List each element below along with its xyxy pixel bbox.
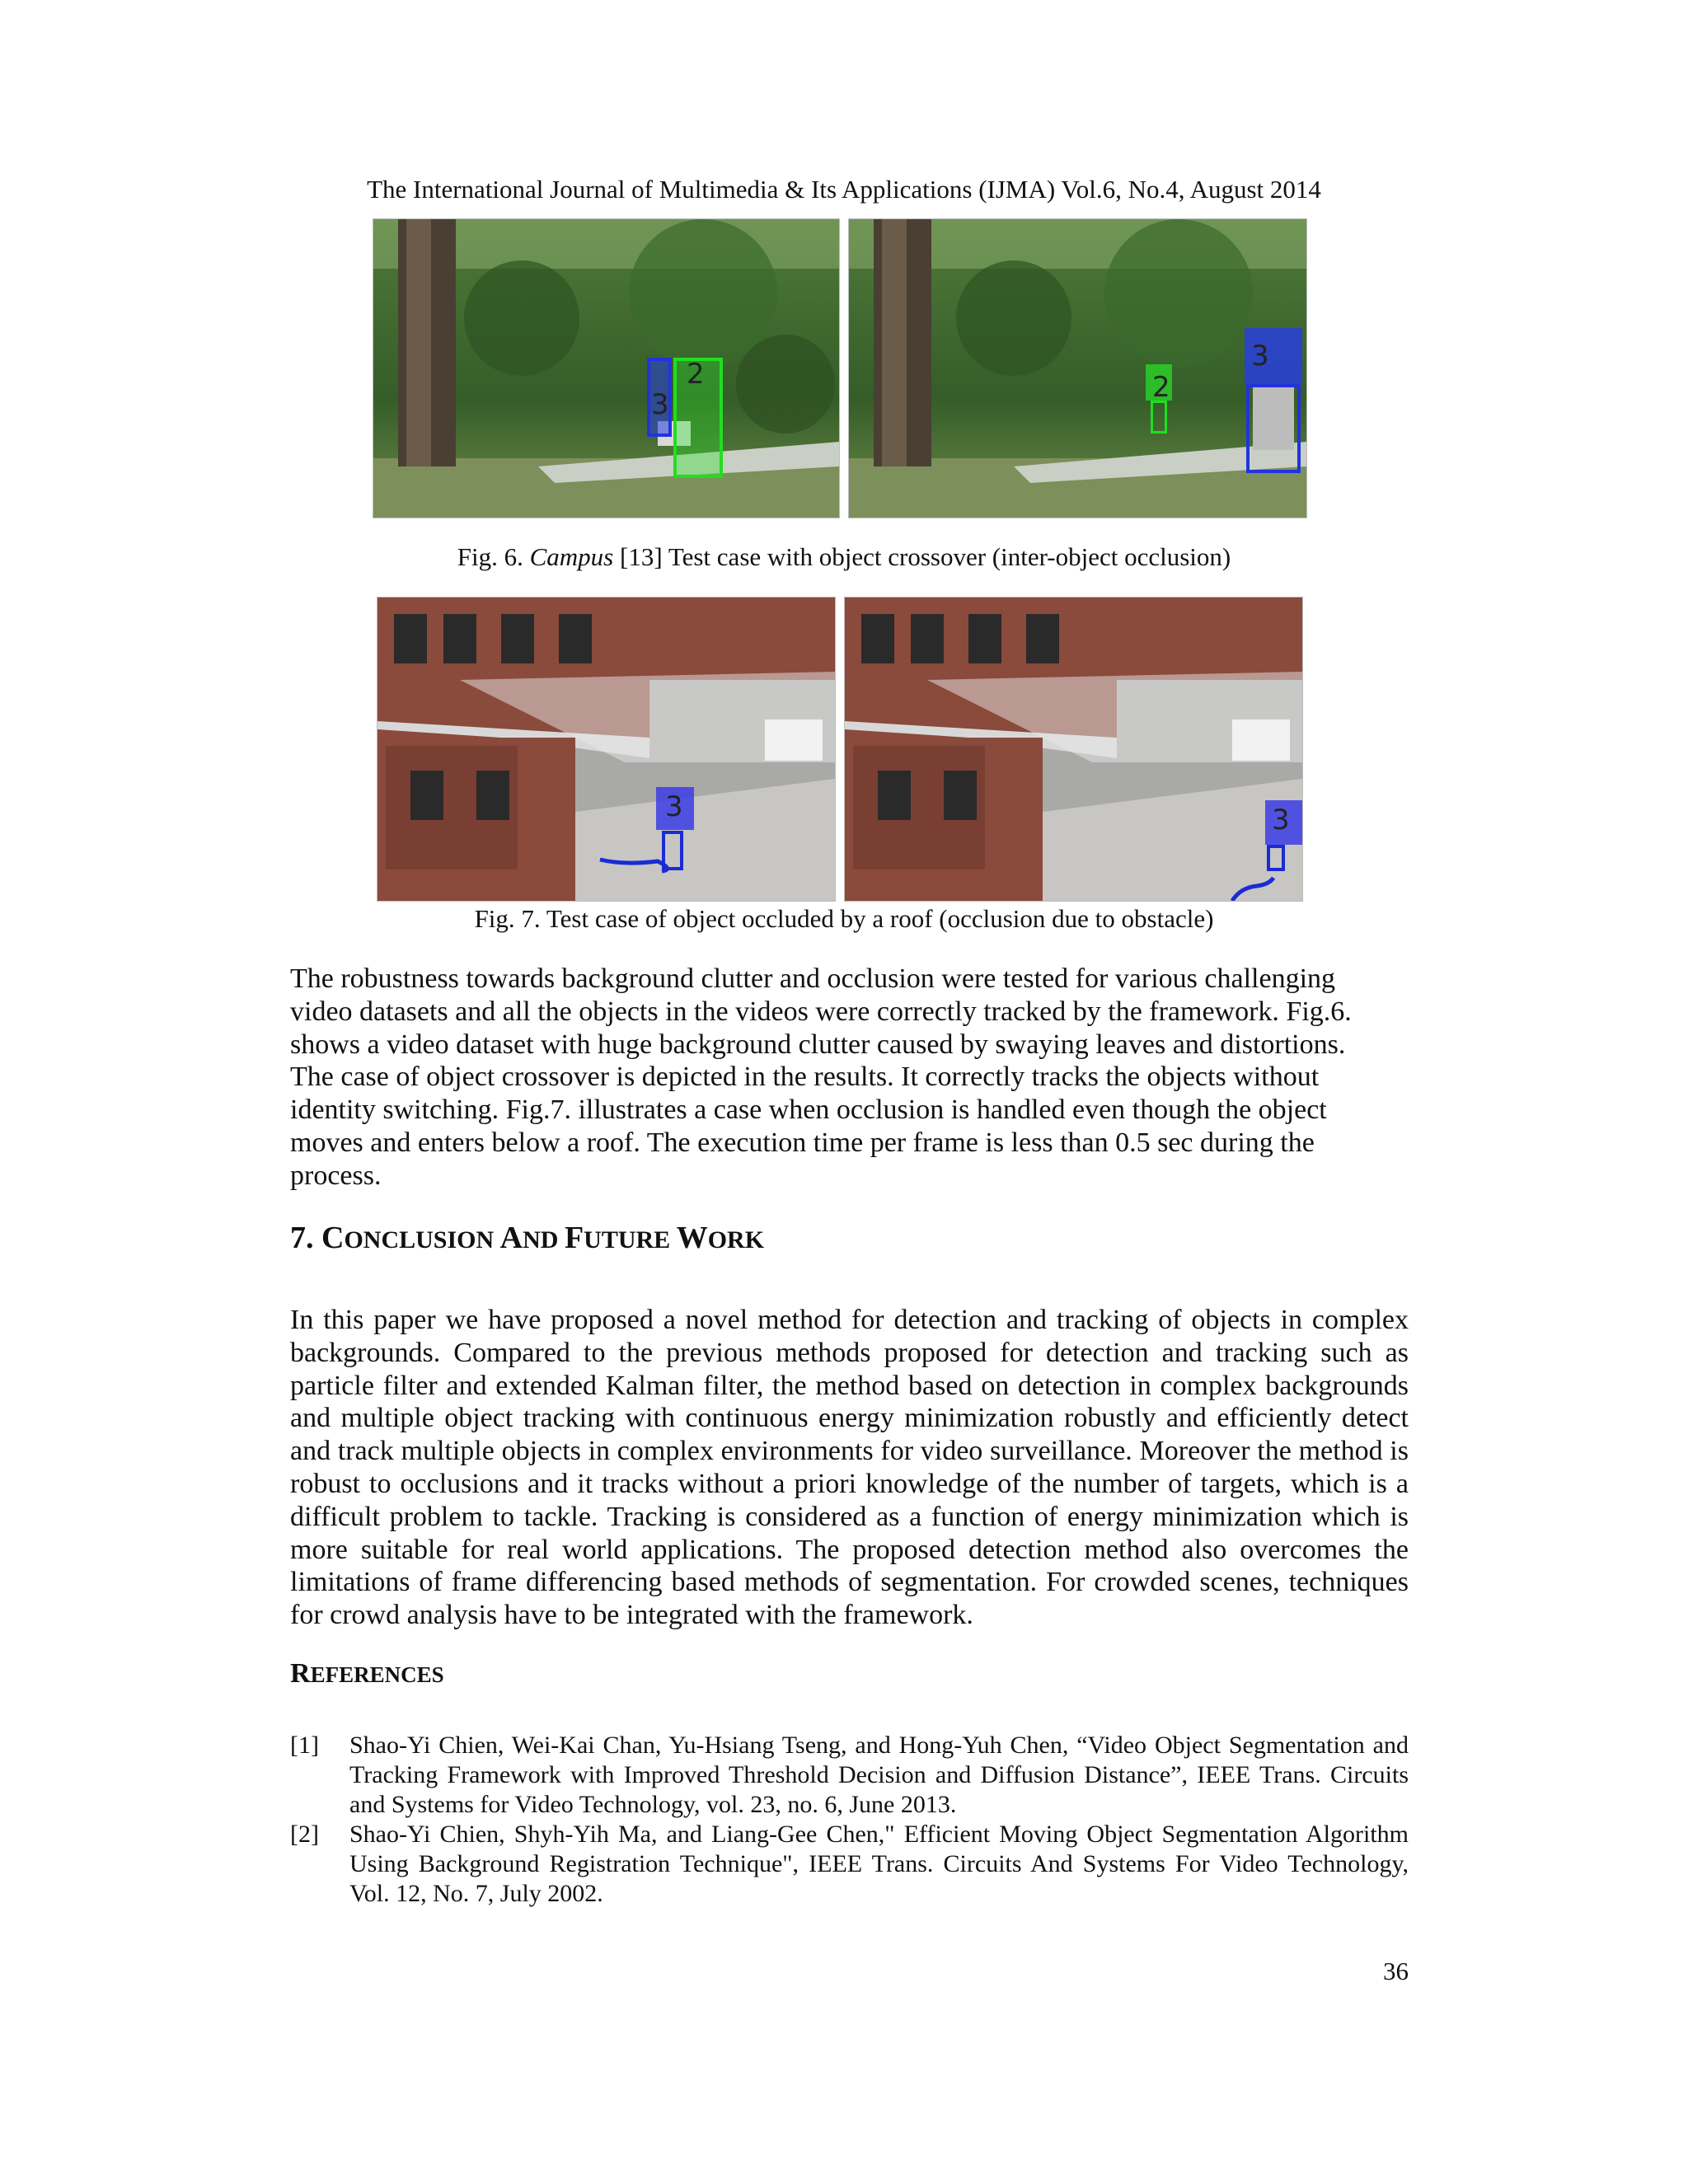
figure-7-photo-2 (845, 598, 1302, 901)
track-label: 3 (1272, 804, 1290, 837)
heading-rest: UTURE (584, 1226, 677, 1254)
figure-7-frame-1 (377, 597, 836, 902)
heading-rest: ONCLUSION (344, 1226, 500, 1254)
heading-initial: F (564, 1221, 584, 1255)
reference-text: Shao-Yi Chien, Shyh-Yih Ma, and Liang-Gee Chen," Efficient Moving Object Segmentation Algorithm Using Background Registration Technique", IEEE Trans. Circuits And Systems For Video Technology, Vol. 12, No. 7, July 2002. (349, 1821, 1409, 1907)
heading-initial: W (676, 1221, 708, 1255)
figure-7-photo-1 (377, 598, 835, 901)
track-label: 2 (1152, 371, 1170, 404)
heading-rest: EFERENCES (310, 1662, 444, 1687)
caption-rest: [13] Test case with object crossover (inter-object occlusion) (613, 542, 1231, 571)
track-label: 3 (665, 790, 683, 823)
tracking-box-3-body (1267, 845, 1285, 871)
figure-6-photo-1 (373, 219, 839, 518)
figure-6-frame-1 (373, 218, 840, 518)
heading-initial: C (321, 1221, 345, 1255)
figure-6-photo-2 (849, 219, 1306, 518)
figure-6 (373, 218, 1307, 518)
figure-6-frame-2 (848, 218, 1307, 518)
reference-number: [2] (290, 1821, 319, 1848)
figure-7 (377, 597, 1303, 902)
tracking-box-2-body (1151, 401, 1167, 434)
figure-7-frame-2 (844, 597, 1303, 902)
section-heading (290, 1220, 764, 1256)
references-heading (290, 1658, 444, 1690)
caption-italic: Campus (529, 542, 614, 571)
caption-prefix: Fig. 6. (457, 542, 530, 571)
references-list (290, 1731, 1409, 1909)
page-number: 36 (1383, 1957, 1409, 1985)
track-label: 3 (651, 388, 669, 421)
reference-item (290, 1731, 1409, 1820)
tracking-box-3-body (1246, 384, 1301, 473)
track-label: 3 (1251, 340, 1269, 373)
reference-item (290, 1820, 1409, 1909)
heading-initial: R (290, 1658, 311, 1689)
results-paragraph: The robustness towards background clutter and occlusion were tested for various challenging video datasets and all the objects in the videos were correctly tracked by the framework. Fig.6. shows a video dataset with huge background clutter caused by swaying leaves and distortions. The case of object crossover is depicted in the results. It correctly tracks the objects without identity switching. Fig.7. illustrates a case when occlusion is handled even though the object moves and enters below a roof. The execution time per frame is less than 0.5 sec during the process. (290, 963, 1352, 1191)
figure-7-caption (0, 904, 1688, 934)
reference-number: [1] (290, 1732, 319, 1759)
tracking-box-3-body (662, 831, 683, 870)
figure-6-caption (0, 542, 1688, 572)
heading-initial: A (499, 1221, 523, 1255)
caption-prefix: Fig. 7. (474, 904, 546, 933)
heading-rest: ND (523, 1226, 565, 1254)
track-label: 2 (687, 358, 705, 391)
caption-rest: Test case of object occluded by a roof (occlusion due to obstacle) (546, 904, 1214, 933)
reference-text: Shao-Yi Chien, Wei-Kai Chan, Yu-Hsiang Tseng, and Hong-Yuh Chen, “Video Object Segmentation and Tracking Framework with Improved Threshold Decision and Diffusion Distance”, IEEE Trans. Circuits and Systems for Video Technology, vol. 23, no. 6, June 2013. (349, 1732, 1409, 1818)
heading-rest: ORK (707, 1226, 765, 1254)
section-number: 7. (290, 1221, 321, 1255)
conclusion-paragraph: In this paper we have proposed a novel method for detection and tracking of objects in complex backgrounds. Compared to the previous methods proposed for detection and tracking such as particle filter and extended Kalman filter, the method based on detection in complex backgrounds and multiple object tracking with continuous energy minimization robustly and efficiently detect and track multiple objects in complex environments for video surveillance. Moreover the method is robust to occlusions and it tracks without a priori knowledge of the number of targets, which is a difficult problem to tackle. Tracking is considered as a function of energy minimization which is more suitable for real world applications. The proposed detection method also overcomes the limitations of frame differencing based methods of segmentation. For crowded scenes, techniques for crowd analysis have to be integrated with the framework. (290, 1305, 1409, 1631)
running-header: The International Journal of Multimedia & Its Applications (IJMA) Vol.6, No.4, August 2014 (367, 175, 1321, 204)
